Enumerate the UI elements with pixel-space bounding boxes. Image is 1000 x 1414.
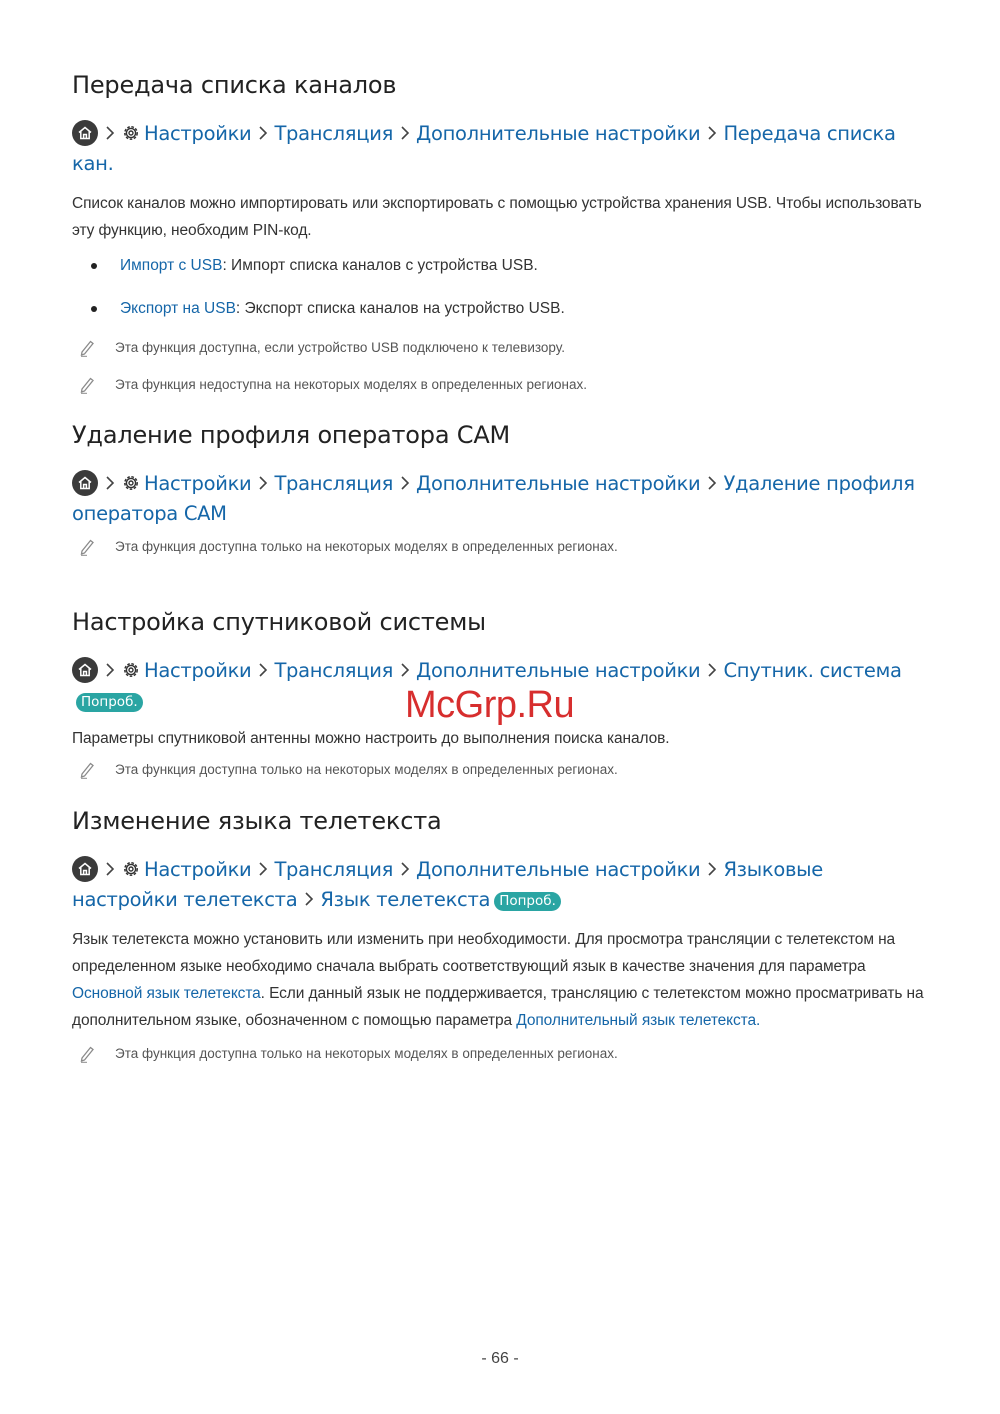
gear-icon [121, 859, 141, 886]
text-run: Язык телетекста можно установить или изменить при необходимости. Для просмотра трансляции с телетекстом на определенном языке необходимо сначала выбрать соответствующий язык в качестве значения для параметра [72, 931, 896, 975]
option-description: : Импорт списка каналов с устройства USB. [222, 257, 538, 274]
path-expert-settings[interactable]: Дополнительные настройки [416, 858, 701, 881]
chevron-right-icon [400, 658, 410, 685]
page-number: - 66 - [481, 1350, 519, 1367]
watermark-logo: McGrp.Ru [405, 684, 575, 726]
section-description: Параметры спутниковой антенны можно настроить до выполнения поиска каналов. [72, 730, 670, 747]
breadcrumb [72, 120, 932, 177]
chevron-right-icon [707, 471, 717, 498]
pencil-icon [79, 376, 95, 400]
chevron-right-icon [400, 857, 410, 884]
path-channel-list-transfer[interactable]: Передача списка кан. [72, 122, 896, 175]
note-text: Эта функция недоступна на некоторых моделях в определенных регионах. [115, 377, 587, 392]
path-settings[interactable]: Настройки [144, 122, 252, 145]
section-title: Передача списка каналов [72, 71, 397, 99]
section-title: Изменение языка телетекста [72, 807, 442, 835]
note [72, 375, 932, 395]
pencil-icon [79, 1045, 95, 1069]
home-icon[interactable] [72, 120, 98, 146]
path-broadcast[interactable]: Трансляция [274, 659, 394, 682]
option-list [72, 256, 932, 319]
path-expert-settings[interactable]: Дополнительные настройки [416, 659, 701, 682]
chevron-right-icon [400, 471, 410, 498]
pencil-icon [79, 761, 95, 785]
text-run: . [756, 1012, 761, 1029]
note-text: Эта функция доступна только на некоторых моделях в определенных регионах. [115, 762, 618, 777]
path-settings[interactable]: Настройки [144, 472, 252, 495]
chevron-right-icon [258, 857, 268, 884]
note [72, 338, 932, 358]
gear-icon [121, 123, 141, 150]
path-delete-cam-profile[interactable]: Удаление профиля оператора CAM [72, 472, 915, 525]
pencil-icon [79, 538, 95, 562]
path-teletext-language-settings[interactable]: Языковые настройки телетекста [72, 858, 823, 911]
chevron-right-icon [105, 121, 115, 148]
gear-icon [121, 660, 141, 687]
home-icon[interactable] [72, 856, 98, 882]
chevron-right-icon [258, 658, 268, 685]
chevron-right-icon [400, 121, 410, 148]
chevron-right-icon [304, 887, 314, 914]
chevron-right-icon [105, 658, 115, 685]
section-teletext-language [72, 806, 932, 1064]
home-icon[interactable] [72, 470, 98, 496]
path-settings[interactable]: Настройки [144, 858, 252, 881]
chevron-right-icon [105, 471, 115, 498]
try-now-button[interactable]: Попроб. [76, 693, 143, 712]
section-description: Список каналов можно импортировать или экспортировать с помощью устройства хранения USB. Чтобы использовать эту функцию, необходим PIN-код. [72, 195, 922, 239]
path-teletext-language[interactable]: Язык телетекста [320, 888, 491, 911]
note [72, 537, 932, 557]
section-delete-cam-profile [72, 420, 932, 557]
path-expert-settings[interactable]: Дополнительные настройки [416, 122, 701, 145]
option-term: Импорт с USB [120, 257, 223, 274]
path-broadcast[interactable]: Трансляция [274, 472, 394, 495]
list-item [72, 299, 932, 319]
chevron-right-icon [258, 471, 268, 498]
chevron-right-icon [258, 121, 268, 148]
pencil-icon [79, 339, 95, 363]
path-broadcast[interactable]: Трансляция [274, 122, 394, 145]
note-text: Эта функция доступна только на некоторых моделях в определенных регионах. [115, 539, 618, 554]
section-channel-list-transfer [72, 70, 932, 395]
section-description [72, 926, 932, 1034]
try-now-button[interactable]: Попроб. [494, 892, 561, 911]
chevron-right-icon [105, 857, 115, 884]
note-text: Эта функция доступна только на некоторых моделях в определенных регионах. [115, 1046, 618, 1061]
note [72, 1044, 932, 1064]
chevron-right-icon [707, 857, 717, 884]
breadcrumb [72, 657, 932, 714]
text-run: . Если данный язык не поддерживается, трансляцию с телетекстом можно просматривать на дополнительном языке, обозначенном с помощью параметра [72, 985, 924, 1029]
gear-icon [121, 473, 141, 500]
breadcrumb [72, 470, 932, 527]
breadcrumb [72, 856, 932, 914]
chevron-right-icon [707, 121, 717, 148]
note-text: Эта функция доступна, если устройство USB подключено к телевизору. [115, 340, 565, 355]
list-item [72, 256, 932, 276]
primary-teletext-language-link: Основной язык телетекста [72, 985, 261, 1002]
path-broadcast[interactable]: Трансляция [274, 858, 394, 881]
option-term: Экспорт на USB [120, 300, 236, 317]
note [72, 760, 932, 780]
path-expert-settings[interactable]: Дополнительные настройки [416, 472, 701, 495]
section-satellite-system [72, 607, 932, 780]
secondary-teletext-language-link: Дополнительный язык телетекста [516, 1012, 757, 1029]
section-title: Удаление профиля оператора CAM [72, 421, 511, 449]
home-icon[interactable] [72, 657, 98, 683]
chevron-right-icon [707, 658, 717, 685]
path-satellite-system[interactable]: Спутник. система [723, 659, 902, 682]
option-description: : Экспорт списка каналов на устройство USB. [235, 300, 565, 317]
section-title: Настройка спутниковой системы [72, 608, 486, 636]
path-settings[interactable]: Настройки [144, 659, 252, 682]
